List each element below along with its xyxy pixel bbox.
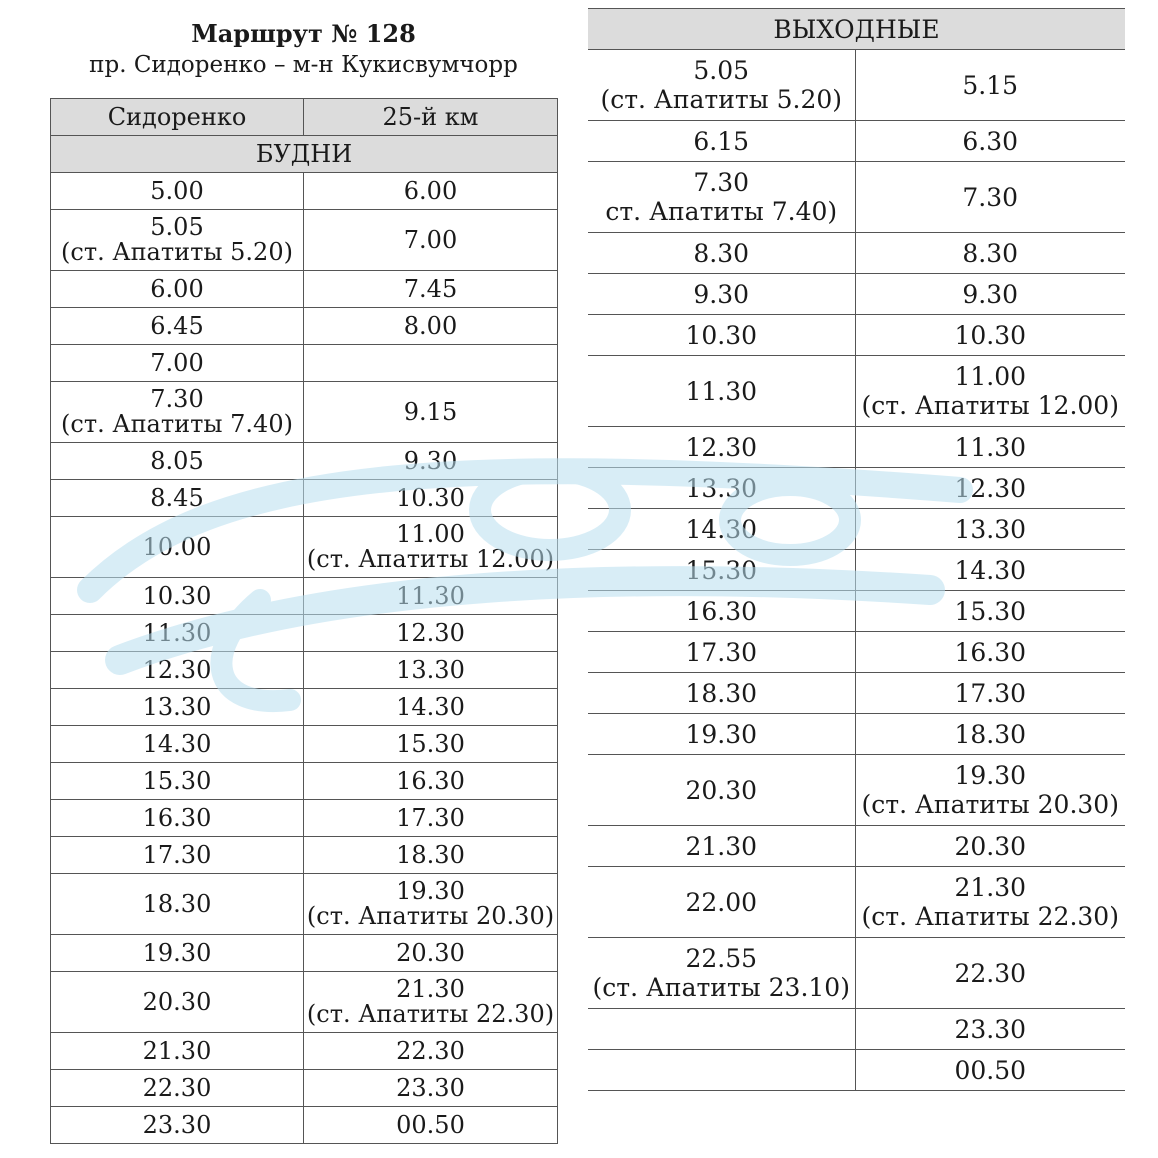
schedule-row [51,874,558,935]
schedule-row [51,935,558,972]
departure-time: 20.30 [954,831,1027,861]
departure-cell-right [855,714,1125,755]
column-header-25km: 25-й км [304,99,558,136]
departure-time: 5.00 [150,176,204,205]
departure-cell-right [855,509,1125,550]
departure-time: 12.30 [142,655,212,684]
departure-cell-left [51,578,304,615]
departure-time: 20.30 [142,987,212,1016]
departure-cell-left [51,763,304,800]
departure-cell-left [51,517,304,578]
departure-cell-left [588,826,855,867]
departure-cell-left [51,689,304,726]
departure-cell-left [51,800,304,837]
schedule-row [51,615,558,652]
schedule-row [51,308,558,345]
departure-time: 16.30 [142,803,212,832]
departure-time: 12.30 [396,618,465,647]
departure-time: 7.00 [150,348,204,377]
departure-time: 15.30 [954,596,1027,626]
station-note: (ст. Апатиты 20.30) [306,902,555,930]
departure-time: 11.30 [685,376,758,406]
schedule-row [588,274,1125,315]
departure-time: 21.30 [142,1036,212,1065]
departure-time: 6.00 [150,274,204,303]
departure-time: 15.30 [142,766,212,795]
departure-time: 10.30 [396,483,465,512]
departure-time: 14.30 [142,729,212,758]
departure-time: 8.30 [962,238,1019,268]
departure-cell-left [51,972,304,1033]
departure-time: 5.15 [962,70,1019,100]
departure-time: 17.30 [685,637,758,667]
departure-cell-left [51,210,304,271]
station-note: (ст. Апатиты 22.30) [306,1000,555,1028]
departure-time: 12.30 [954,473,1027,503]
departure-cell-left [588,1009,855,1050]
departure-time: 6.00 [403,176,458,205]
departure-cell-left [588,714,855,755]
schedule-row [588,550,1125,591]
schedule-row [51,652,558,689]
departure-time: 15.30 [396,729,465,758]
departure-time: 6.45 [150,311,204,340]
departure-cell-right [304,517,558,578]
departure-cell-left [51,443,304,480]
departure-cell-right [304,800,558,837]
departure-cell-left [51,874,304,935]
departure-time: 8.45 [150,483,204,512]
departure-time: 17.30 [954,678,1027,708]
route-title: Маршрут № 128 [191,19,416,48]
departure-cell-right [304,1070,558,1107]
departure-cell-right [855,867,1125,938]
station-note: (ст. Апатиты 12.00) [306,545,555,573]
departure-cell-left [588,427,855,468]
schedule-row [588,755,1125,826]
schedule-row [51,972,558,1033]
schedule-row [51,345,558,382]
departure-cell-right [855,826,1125,867]
departure-cell-left [588,50,855,121]
departure-time: 9.30 [962,279,1019,309]
departure-cell-right [304,615,558,652]
section-row-weekends [588,9,1125,50]
schedule-row [588,938,1125,1009]
route-subtitle: пр. Сидоренко – м-н Кукисвумчорр [89,52,518,78]
departure-time: 14.30 [685,514,758,544]
schedule-row [588,714,1125,755]
departure-time: 14.30 [954,555,1027,585]
departure-cell-right [855,427,1125,468]
departure-cell-left [588,315,855,356]
departure-cell-left [51,1070,304,1107]
departure-cell-right [304,382,558,443]
departure-cell-right [855,274,1125,315]
schedule-row [588,50,1125,121]
departure-time: 18.30 [954,719,1027,749]
departure-time: 11.30 [396,581,465,610]
departure-time: 18.30 [685,678,758,708]
departure-cell-left [51,271,304,308]
departure-cell-right [304,689,558,726]
departure-cell-left [51,480,304,517]
departure-time: 21.30 [954,873,1027,902]
departure-time: 11.30 [954,432,1027,462]
departure-cell-right [304,972,558,1033]
schedule-row [588,1009,1125,1050]
departure-cell-right [304,345,558,382]
schedule-row [588,233,1125,274]
departure-time: 19.30 [685,719,758,749]
departure-time: 13.30 [685,473,758,503]
departure-time: 8.00 [403,311,458,340]
departure-cell-right [855,1009,1125,1050]
section-label-weekends: ВЫХОДНЫЕ [588,9,1125,50]
column-header-row [51,99,558,136]
schedule-row [588,468,1125,509]
departure-time: 6.30 [962,126,1019,156]
schedule-row [51,480,558,517]
departure-cell-right [855,356,1125,427]
station-note: (ст. Апатиты 5.20) [600,85,843,114]
column-header-sidorenko: Сидоренко [51,99,304,136]
departure-time: 7.30 [693,168,750,197]
departure-time: 22.30 [142,1073,212,1102]
schedule-row [588,673,1125,714]
departure-cell-right [855,468,1125,509]
departure-time: 20.30 [685,775,758,805]
station-note: (ст. Апатиты 22.30) [861,902,1119,931]
station-note: (ст. Апатиты 7.40) [61,410,293,438]
weekday-rows [51,173,558,1144]
departure-cell-right [304,837,558,874]
departure-time: 16.30 [685,596,758,626]
departure-cell-left [588,356,855,427]
weekend-rows [588,50,1125,1091]
departure-cell-right [855,233,1125,274]
departure-time: 15.30 [685,555,758,585]
departure-time: 6.15 [693,126,750,156]
departure-time: 00.50 [954,1055,1027,1085]
departure-cell-left [51,308,304,345]
schedule-row [588,427,1125,468]
departure-time: 10.30 [954,320,1027,350]
schedule-row [51,271,558,308]
departure-cell-left [51,1033,304,1070]
departure-time: 23.30 [954,1014,1027,1044]
departure-cell-right [855,550,1125,591]
schedule-row [588,509,1125,550]
departure-time: 23.30 [396,1073,465,1102]
departure-cell-right [304,443,558,480]
departure-cell-right [855,755,1125,826]
departure-time: 8.30 [693,238,750,268]
departure-time: 21.30 [685,831,758,861]
departure-cell-right [304,578,558,615]
departure-time: 20.30 [396,938,465,967]
schedule-row [588,867,1125,938]
departure-cell-right [304,1033,558,1070]
schedule-row [51,578,558,615]
departure-cell-left [588,162,855,233]
departure-cell-left [588,468,855,509]
departure-cell-left [588,1050,855,1091]
departure-cell-left [51,1107,304,1144]
schedule-row [51,726,558,763]
departure-cell-right [304,1107,558,1144]
schedule-row [51,173,558,210]
departure-cell-left [51,652,304,689]
departure-cell-left [51,615,304,652]
station-note: (ст. Апатиты 23.10) [592,973,850,1002]
departure-cell-left [588,121,855,162]
departure-time: 22.30 [396,1036,465,1065]
schedule-row [588,591,1125,632]
departure-cell-left [51,345,304,382]
departure-time: 11.00 [396,520,465,548]
departure-time: 7.45 [403,274,458,303]
departure-cell-right [855,591,1125,632]
departure-cell-left [588,755,855,826]
weekend-schedule-table [588,8,1125,1091]
departure-cell-right [304,763,558,800]
departure-cell-left [588,274,855,315]
departure-time: 7.30 [150,385,204,413]
departure-cell-left [588,938,855,1009]
departure-cell-left [588,673,855,714]
departure-time: 22.30 [954,958,1027,988]
departure-time: 5.05 [693,56,750,85]
departure-cell-right [304,726,558,763]
schedule-row [51,443,558,480]
departure-time: 7.30 [962,182,1019,212]
schedule-row [51,210,558,271]
departure-cell-right [304,173,558,210]
departure-cell-right [855,938,1125,1009]
departure-time: 13.30 [396,655,465,684]
departure-time: 10.30 [142,581,212,610]
departure-cell-right [855,50,1125,121]
departure-time: 00.50 [396,1110,465,1139]
departure-cell-left [51,935,304,972]
departure-time: 13.30 [142,692,212,721]
schedule-row [51,689,558,726]
departure-time: 11.30 [142,618,212,647]
departure-time: 19.30 [396,877,465,905]
departure-time: 10.00 [142,532,212,561]
schedule-row [51,517,558,578]
station-note: (ст. Апатиты 20.30) [861,790,1119,819]
schedule-row [588,315,1125,356]
schedule-row [588,826,1125,867]
departure-cell-right [304,271,558,308]
departure-cell-left [51,173,304,210]
departure-cell-left [51,726,304,763]
departure-time: 11.00 [954,362,1027,391]
departure-time: 16.30 [954,637,1027,667]
schedule-row [588,162,1125,233]
departure-cell-left [588,509,855,550]
departure-cell-left [588,550,855,591]
weekday-schedule-table [50,98,558,1144]
departure-time: 12.30 [685,432,758,462]
departure-time: 23.30 [142,1110,212,1139]
departure-time: 22.00 [685,887,758,917]
departure-cell-left [588,233,855,274]
departure-cell-right [304,210,558,271]
departure-time: 9.15 [403,397,458,426]
station-note: (ст. Апатиты 12.00) [861,391,1119,420]
departure-time: 16.30 [396,766,465,795]
departure-cell-left [51,837,304,874]
departure-time: 17.30 [396,803,465,832]
departure-time: 18.30 [142,889,212,918]
departure-cell-right [304,874,558,935]
station-note: (ст. Апатиты 5.20) [61,238,293,266]
departure-time: 7.00 [403,225,458,254]
departure-cell-right [304,308,558,345]
section-label-weekdays: БУДНИ [51,136,558,173]
departure-cell-left [588,591,855,632]
departure-time: 9.30 [403,446,458,475]
schedule-row [51,1033,558,1070]
schedule-row [588,632,1125,673]
departure-cell-right [855,1050,1125,1091]
departure-cell-left [588,867,855,938]
departure-cell-right [304,652,558,689]
departure-cell-right [855,162,1125,233]
departure-cell-left [588,632,855,673]
departure-cell-right [855,315,1125,356]
departure-time: 13.30 [954,514,1027,544]
departure-cell-right [855,121,1125,162]
schedule-row [51,382,558,443]
departure-time: 22.55 [685,944,758,973]
schedule-row [588,121,1125,162]
schedule-row [51,763,558,800]
schedule-row [588,1050,1125,1091]
departure-time: 19.30 [954,761,1027,790]
schedule-row [51,800,558,837]
station-note: ст. Апатиты 7.40) [605,197,838,226]
schedule-row [51,1107,558,1144]
departure-time: 5.05 [150,213,204,241]
departure-time: 14.30 [396,692,465,721]
route-header [50,18,557,80]
departure-cell-right [855,632,1125,673]
departure-cell-right [304,935,558,972]
section-row-weekdays [51,136,558,173]
departure-time: 18.30 [396,840,465,869]
departure-cell-left [51,382,304,443]
departure-cell-right [855,673,1125,714]
departure-time: 10.30 [685,320,758,350]
schedule-row [51,837,558,874]
departure-time: 9.30 [693,279,750,309]
departure-cell-right [304,480,558,517]
departure-time: 21.30 [396,975,465,1003]
departure-time: 19.30 [142,938,212,967]
schedule-row [51,1070,558,1107]
departure-time: 17.30 [142,840,212,869]
departure-time: 8.05 [150,446,204,475]
schedule-row [588,356,1125,427]
